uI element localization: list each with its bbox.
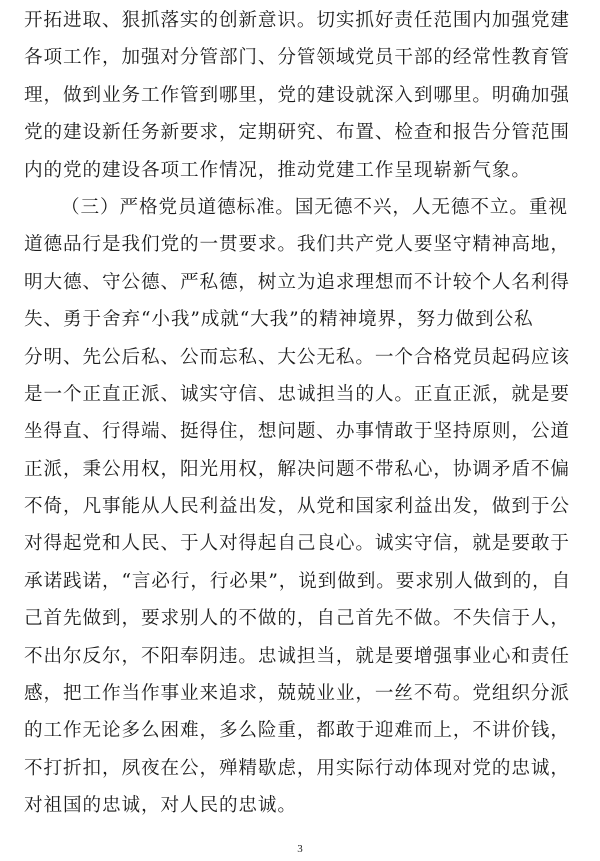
text-line: 党的建设新任务新要求，定期研究、布置、检查和报告分管范围 [24, 122, 570, 144]
text-line: 内的党的建设各项工作情况，推动党建工作呈现崭新气象。 [24, 159, 531, 181]
text-line: 己首先做到，要求别人的不做的，自己首先不做。不失信于人， [24, 608, 570, 630]
text-line: 不打折扣，夙夜在公，殚精歇虑，用实际行动体现对党的忠诚， [24, 757, 570, 779]
text-line: 不出尔反尔，不阳奉阴违。忠诚担当，就是要增强事业心和责任 [24, 645, 570, 667]
text-line: 对得起党和人民、于人对得起自己良心。诚实守信，就是要敢于 [24, 533, 570, 555]
text-line: 失、勇于舍弃“小我”成就“大我”的精神境界，努力做到公私 [24, 309, 534, 331]
section-heading-line: （三）严格党员道德标准。国无德不兴，人无德不立。重视 [61, 196, 568, 218]
text-line: 的工作无论多么困难，多么险重，都敢于迎难而上，不讲价钱， [24, 720, 570, 742]
page-number: 3 [297, 843, 303, 855]
text-line: 各项工作，加强对分管部门、分管领域党员干部的经常性教育管 [24, 47, 570, 69]
text-line: 正派，秉公用权，阳光用权，解决问题不带私心，协调矛盾不偏 [24, 458, 570, 480]
text-line: 道德品行是我们党的一贯要求。我们共产党人要坚守精神高地， [24, 234, 570, 256]
text-line: 分明、先公后私、公而忘私、大公无私。一个合格党员起码应该 [24, 346, 570, 368]
text-line: 开拓进取、狠抓落实的创新意识。切实抓好责任范围内加强党建 [24, 10, 570, 31]
text-line: 感，把工作当作事业来追求，兢兢业业，一丝不苟。党组织分派 [24, 683, 570, 705]
text-line: 坐得直、行得端、挺得住，想问题、办事情敢于坚持原则，公道 [24, 421, 570, 443]
text-line: 对祖国的忠诚，对人民的忠诚。 [24, 795, 297, 817]
text-line: 承诺践诺，“言必行，行必果”，说到做到。要求别人做到的，自 [24, 570, 572, 592]
text-line: 理，做到业务工作管到哪里，党的建设就深入到哪里。明确加强 [24, 84, 570, 106]
text-line: 是一个正直正派、诚实守信、忠诚担当的人。正直正派，就是要 [24, 383, 570, 405]
text-line: 不倚，凡事能从人民利益出发，从党和国家利益出发，做到于公 [24, 496, 570, 518]
text-line: 明大德、守公德、严私德，树立为追求理想而不计较个人名利得 [24, 271, 570, 293]
body-text [24, 2, 584, 825]
